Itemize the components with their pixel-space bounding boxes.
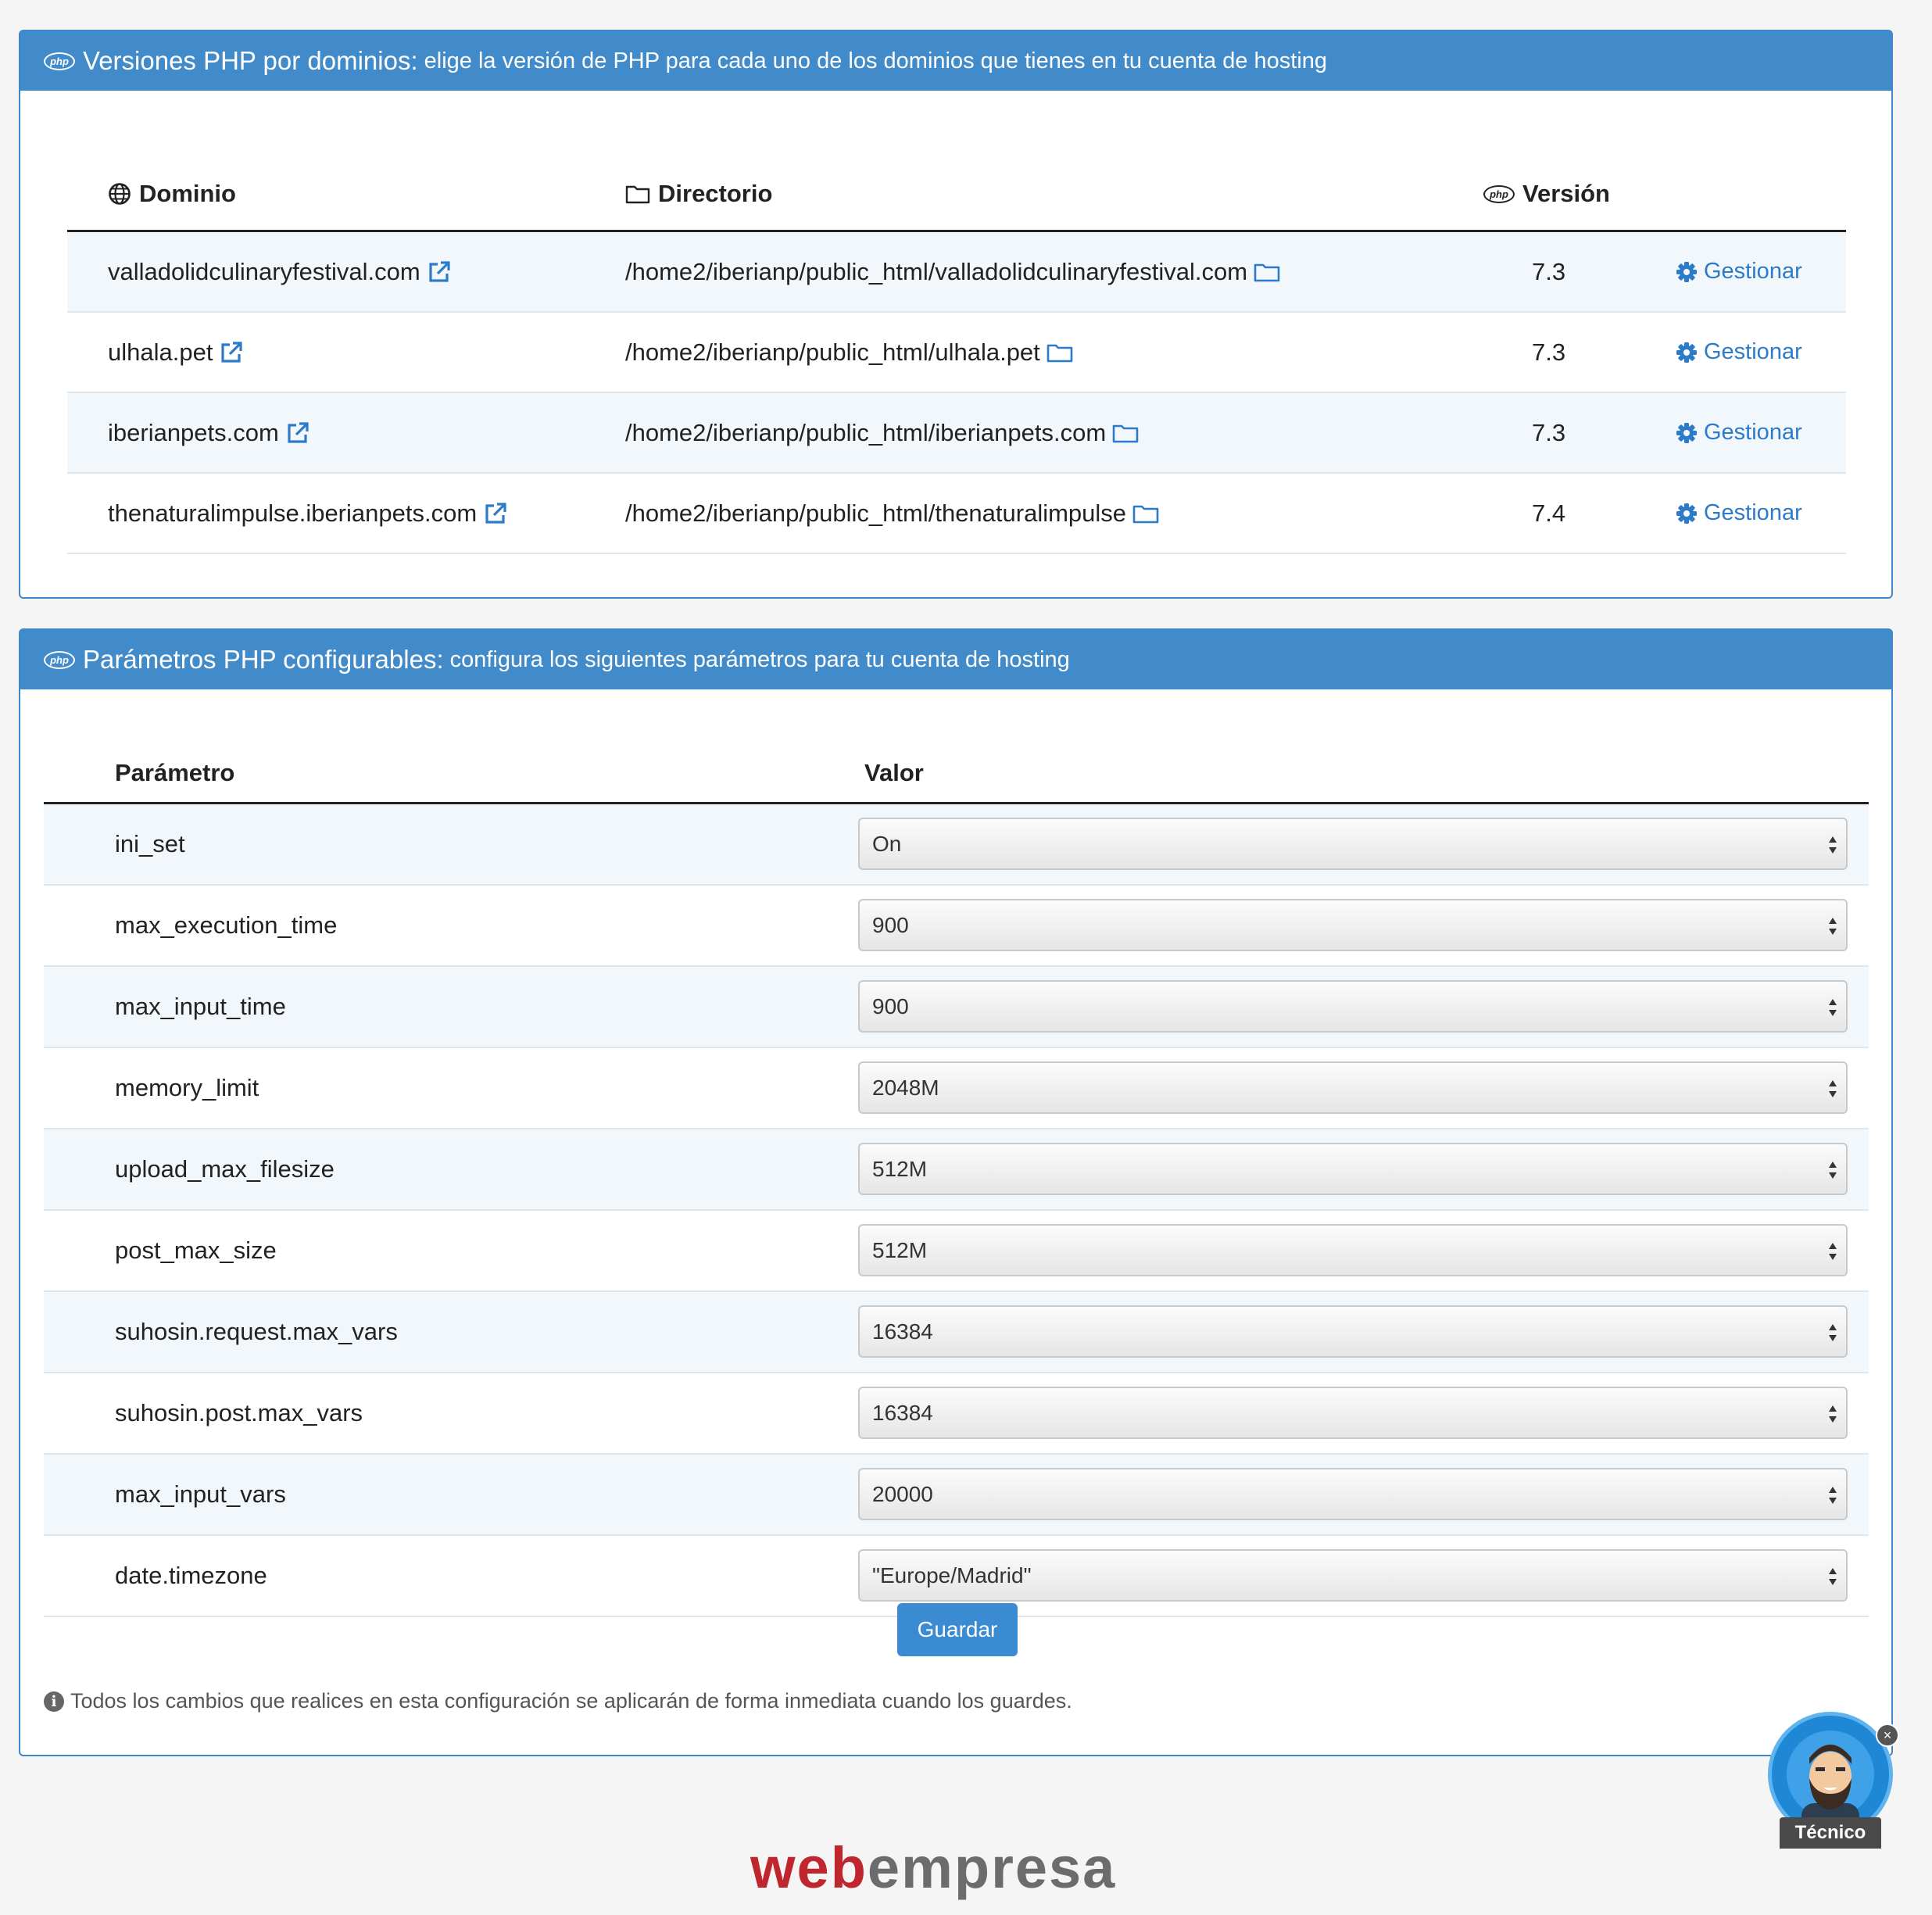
folder-icon (625, 184, 650, 204)
panel-subtitle: configura los siguientes parámetros para tu cuenta de hosting (449, 646, 1070, 672)
gear-icon (1676, 342, 1698, 363)
directory-cell (625, 393, 1139, 472)
version-cell: 7.4 (1532, 499, 1566, 527)
directory-path: /home2/iberianp/public_html/thenaturalimpulse (625, 499, 1127, 527)
domain-name: valladolidculinaryfestival.com (108, 257, 420, 285)
param-name: max_input_time (115, 993, 286, 1020)
column-header-directory (625, 180, 772, 208)
domain-name: thenaturalimpulse.iberianpets.com (108, 499, 478, 527)
param-name: post_max_size (115, 1237, 277, 1264)
php-params-panel (19, 628, 1893, 1756)
external-link-icon[interactable] (219, 340, 244, 365)
directory-cell (625, 474, 1159, 553)
param-name: max_execution_time (115, 911, 338, 939)
table-row (44, 1373, 1869, 1455)
param-name: memory_limit (115, 1074, 259, 1101)
select-value: 512M (872, 1237, 928, 1262)
directory-path: /home2/iberianp/public_html/ulhala.pet (625, 338, 1040, 366)
folder-icon[interactable] (1112, 423, 1139, 443)
select-arrows-icon (1827, 833, 1838, 857)
column-header-value: Valor (864, 759, 924, 786)
version-cell: 7.3 (1532, 338, 1566, 366)
table-row (44, 1292, 1869, 1373)
table-row (44, 1048, 1869, 1129)
manage-label[interactable]: Gestionar (1704, 500, 1802, 525)
table-row (44, 1129, 1869, 1211)
footer-logo-red: web (750, 1835, 868, 1900)
folder-icon[interactable] (1046, 342, 1073, 363)
version-cell: 7.3 (1532, 418, 1566, 446)
table-row (67, 313, 1846, 393)
param-name: max_input_vars (115, 1480, 286, 1508)
memory-limit-select[interactable] (858, 1061, 1848, 1114)
version-cell: 7.3 (1532, 257, 1566, 285)
domains-table (67, 156, 1846, 554)
gear-icon (1676, 503, 1698, 524)
folder-icon[interactable] (1132, 503, 1159, 524)
param-name: upload_max_filesize (115, 1155, 335, 1183)
save-button[interactable]: Guardar (897, 1603, 1018, 1656)
folder-icon[interactable] (1254, 262, 1280, 282)
post-max-size-select[interactable] (858, 1224, 1848, 1276)
table-row (44, 967, 1869, 1048)
manage-label[interactable]: Gestionar (1704, 420, 1802, 445)
support-agent-icon (1772, 1716, 1889, 1833)
manage-button[interactable] (1676, 313, 1802, 392)
column-header-directory-label: Directorio (658, 180, 773, 207)
select-arrows-icon (1827, 1240, 1838, 1263)
param-name: date.timezone (115, 1562, 267, 1589)
select-value: 16384 (872, 1319, 933, 1344)
info-icon: i (44, 1691, 64, 1712)
select-arrows-icon (1827, 1158, 1838, 1182)
footer-logo (750, 1821, 1117, 1900)
select-value: 2048M (872, 1075, 939, 1100)
domain-name: iberianpets.com (108, 418, 279, 446)
domain-name: ulhala.pet (108, 338, 213, 366)
ini-set-select[interactable] (858, 818, 1848, 870)
panel-title: Versiones PHP por dominios: (83, 46, 418, 75)
manage-button[interactable] (1676, 393, 1802, 472)
suhosin-post-max-vars-select[interactable] (858, 1387, 1848, 1439)
domain-cell (108, 474, 508, 553)
manage-button[interactable] (1676, 474, 1802, 553)
table-row (67, 232, 1846, 313)
param-name: suhosin.post.max_vars (115, 1399, 363, 1426)
select-value: "Europe/Madrid" (872, 1562, 1032, 1587)
external-link-icon[interactable] (483, 501, 508, 526)
info-note (44, 1689, 1072, 1713)
domain-cell (108, 393, 310, 472)
select-arrows-icon (1827, 1402, 1838, 1426)
select-value: 900 (872, 993, 909, 1018)
directory-cell (625, 313, 1073, 392)
directory-path: /home2/iberianp/public_html/valladolidculinaryfestival.com (625, 257, 1248, 285)
directory-cell (625, 232, 1280, 311)
params-table (44, 724, 1869, 1617)
table-row (44, 804, 1869, 886)
table-header (44, 724, 1869, 804)
directory-path: /home2/iberianp/public_html/iberianpets.com (625, 418, 1107, 446)
domain-cell (108, 232, 452, 311)
table-row (44, 1211, 1869, 1292)
suhosin-request-max-vars-select[interactable] (858, 1305, 1848, 1358)
table-row (67, 393, 1846, 474)
manage-label[interactable]: Gestionar (1704, 339, 1802, 364)
max-input-vars-select[interactable] (858, 1468, 1848, 1520)
table-header (67, 156, 1846, 232)
gear-icon (1676, 261, 1698, 283)
gear-icon (1676, 422, 1698, 444)
select-arrows-icon (1827, 1077, 1838, 1101)
external-link-icon[interactable] (285, 421, 310, 446)
column-header-domain (108, 180, 236, 208)
column-header-version (1483, 180, 1610, 208)
param-name: suhosin.request.max_vars (115, 1318, 398, 1345)
manage-button[interactable] (1676, 232, 1802, 311)
php-icon: php (44, 52, 75, 70)
domain-cell (108, 313, 244, 392)
select-value: 16384 (872, 1400, 933, 1425)
panel-subtitle: elige la versión de PHP para cada uno de los dominios que tienes en tu cuenta de hosting (424, 48, 1328, 73)
table-row (44, 886, 1869, 967)
select-value: 512M (872, 1156, 928, 1181)
param-name: ini_set (115, 830, 185, 857)
date-timezone-select[interactable] (858, 1549, 1848, 1602)
chat-widget-label[interactable]: Técnico (1780, 1817, 1881, 1849)
select-arrows-icon (1827, 1565, 1838, 1588)
php-icon: php (44, 651, 75, 669)
select-arrows-icon (1827, 915, 1838, 938)
external-link-icon[interactable] (427, 260, 452, 285)
php-icon: php (1483, 185, 1515, 203)
select-value: On (872, 831, 902, 856)
footer-logo-gray: empresa (867, 1835, 1117, 1900)
upload-max-filesize-select[interactable] (858, 1143, 1848, 1195)
column-header-param: Parámetro (115, 759, 235, 786)
info-note-text: Todos los cambios que realices en esta configuración se aplicarán de forma inmediata cuando los guardes. (70, 1689, 1072, 1713)
globe-icon (108, 182, 131, 206)
manage-label[interactable]: Gestionar (1704, 259, 1802, 284)
select-value: 900 (872, 912, 909, 937)
column-header-domain-label: Dominio (139, 180, 236, 207)
select-arrows-icon (1827, 1484, 1838, 1507)
select-arrows-icon (1827, 1321, 1838, 1344)
panel-title: Parámetros PHP configurables: (83, 645, 444, 674)
column-header-version-label: Versión (1522, 180, 1610, 207)
php-params-panel-header (20, 630, 1891, 689)
php-versions-panel-header (20, 31, 1891, 91)
select-arrows-icon (1827, 996, 1838, 1019)
table-row (44, 1455, 1869, 1536)
max-execution-time-select[interactable] (858, 899, 1848, 951)
table-row (67, 474, 1846, 554)
max-input-time-select[interactable] (858, 980, 1848, 1033)
php-versions-panel (19, 30, 1893, 599)
chat-close-button[interactable]: × (1876, 1724, 1899, 1747)
select-value: 20000 (872, 1481, 933, 1506)
